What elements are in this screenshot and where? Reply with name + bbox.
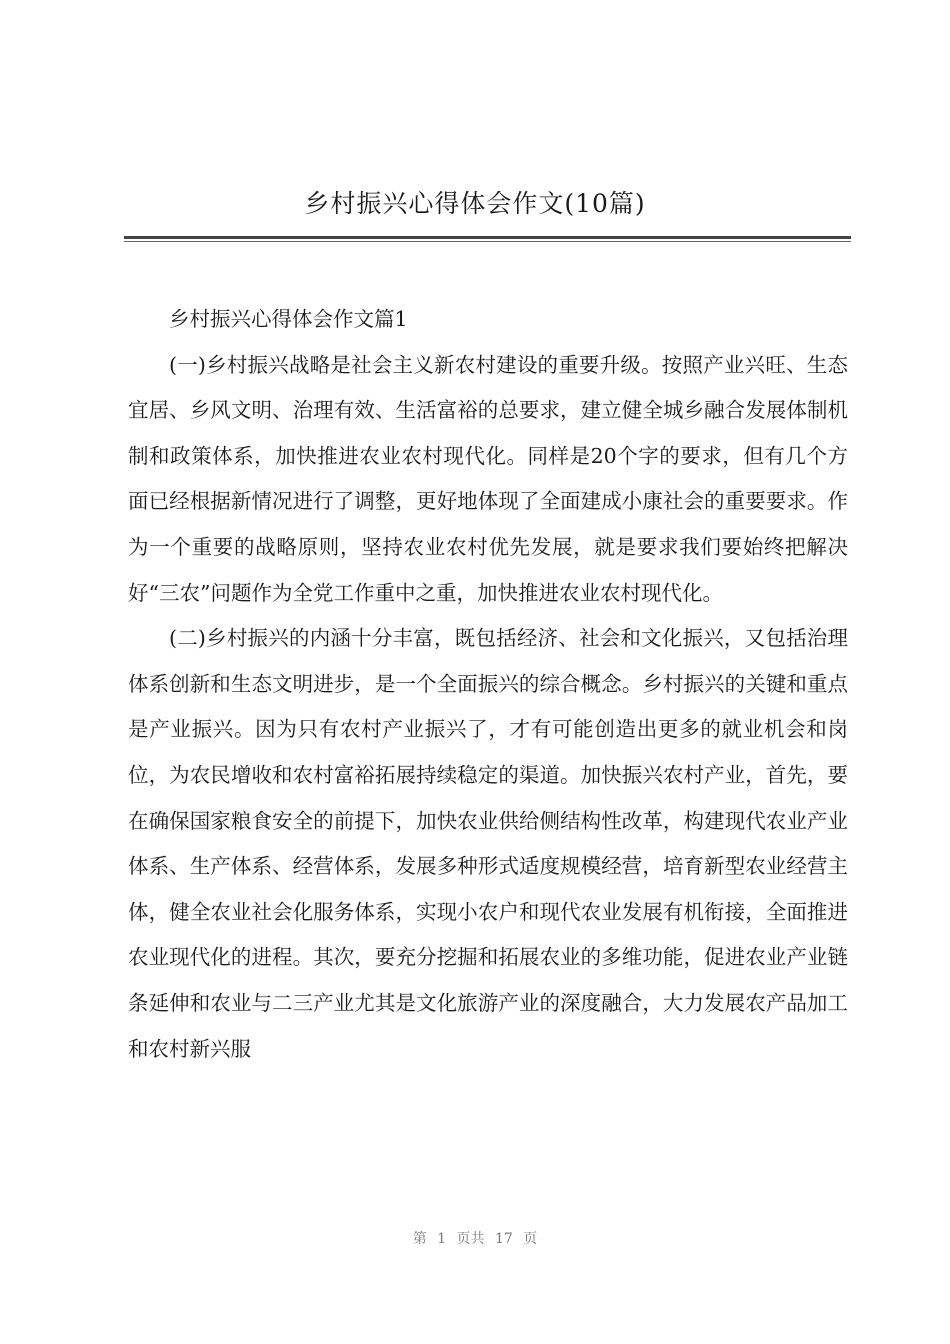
paragraph-1: (一)乡村振兴战略是社会主义新农村建设的重要升级。按照产业兴旺、生态宜居、乡风文明、治理有效、生活富裕的总要求，建立健全城乡融合发展体制机制和政策体系，加快推进农业农村现代化。同样是20个字的要求，但有几个方面已经根据新情况进行了调整，更好地体现了全面建成小康社会的重要要求。作为一个重要的战略原则，坚持农业农村优先发展，就是要求我们要始终把解决好“三农”问题作为全党工作重中之重，加快推进农业农村现代化。 xyxy=(128,352,848,605)
title-divider-thin xyxy=(124,241,851,242)
section-heading: 乡村振兴心得体会作文篇1 xyxy=(169,307,408,331)
paragraph-2: (二)乡村振兴的内涵十分丰富，既包括经济、社会和文化振兴，又包括治理体系创新和生态文明进步，是一个全面振兴的综合概念。乡村振兴的关键和重点是产业振兴。因为只有农村产业振兴了，才有可能创造出更多的就业机会和岗位，为农民增收和农村富裕拓展持续稳定的渠道。加快振兴农村产业，首先，要在确保国家粮食安全的前提下，加快农业供给侧结构性改革，构建现代农业产业体系、生产体系、经营体系，发展多种形式适度规模经营，培育新型农业经营主体，健全农业社会化服务体系，实现小农户和现代农业发展有机衔接，全面推进农业现代化的进程。其次，要充分挖掘和拓展农业的多维功能，促进农业产业链条延伸和农业与二三产业尤其是文化旅游产业的深度融合，大力发展农产品加工和农村新兴服 xyxy=(128,626,848,1061)
document-body xyxy=(128,297,848,1072)
document-title: 乡村振兴心得体会作文(10篇) xyxy=(304,189,646,218)
title-divider-thick xyxy=(124,236,851,239)
page-number-footer: 第 1 页共 17 页 xyxy=(412,1231,538,1247)
